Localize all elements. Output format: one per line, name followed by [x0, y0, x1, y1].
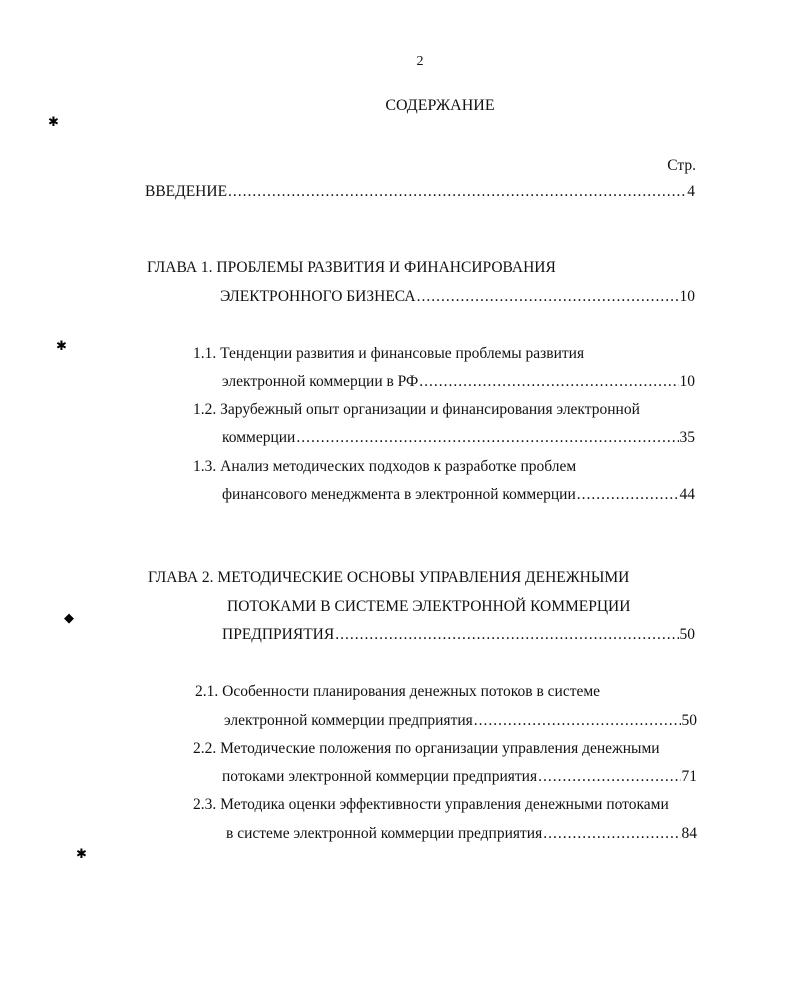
toc-entry-page: 10	[679, 373, 695, 390]
toc-entry-label: в системе электронной коммерции предприятия	[226, 825, 543, 842]
toc-entry-section-1-3	[222, 485, 695, 505]
toc-entry-page: 35	[679, 429, 695, 446]
dot-leader	[538, 767, 680, 787]
toc-entry-chapter1	[220, 287, 695, 307]
dot-leader	[543, 824, 680, 844]
toc-entry-label: электронной коммерции предприятия	[224, 712, 473, 729]
dot-leader	[296, 428, 678, 448]
dot-leader	[474, 711, 681, 731]
toc-entry-label: электронной коммерции в РФ	[222, 373, 419, 390]
toc-entry-section-2-1	[224, 711, 697, 731]
toc-entry-section-1-1	[222, 372, 695, 392]
scan-speck-mark: ✱	[56, 338, 67, 353]
dot-leader	[577, 485, 679, 505]
toc-entry-chapter2	[222, 625, 695, 645]
dot-leader	[335, 625, 678, 645]
scan-speck-mark: ✱	[76, 846, 87, 861]
section-1-1-line1: 1.1. Тенденции развития и финансовые проблемы развития	[193, 345, 585, 362]
toc-entry-page: 71	[681, 768, 697, 785]
scan-speck-mark: ✱	[48, 114, 59, 129]
section-2-3-line1: 2.3. Методика оценки эффективности управления денежными потоками	[193, 796, 669, 813]
scan-speck-mark: ◆	[64, 610, 74, 625]
dot-leader	[228, 182, 686, 202]
toc-entry-page: 4	[687, 183, 695, 200]
toc-entry-label: потоками электронной коммерции предприятия	[222, 768, 538, 785]
section-1-3-line1: 1.3. Анализ методических подходов к разработке проблем	[193, 458, 577, 475]
toc-entry-label: ЭЛЕКТРОННОГО БИЗНЕСА	[220, 288, 416, 305]
section-1-2-line1: 1.2. Зарубежный опыт организации и финансирования электронной	[193, 401, 640, 418]
toc-entry-label: финансового менеджмента в электронной коммерции	[222, 486, 576, 503]
dot-leader	[417, 287, 679, 307]
toc-entry-section-2-2	[222, 767, 697, 787]
toc-entry-page: 44	[679, 486, 695, 503]
toc-entry-label: ВВЕДЕНИЕ	[145, 183, 228, 200]
toc-entry-page: 84	[681, 825, 697, 842]
chapter2-heading-line1: ГЛАВА 2. МЕТОДИЧЕСКИЕ ОСНОВЫ УПРАВЛЕНИЯ ДЕНЕЖНЫМИ	[148, 569, 630, 586]
section-2-1-line1: 2.1. Особенности планирования денежных потоков в системе	[195, 683, 601, 700]
page-number: 2	[416, 54, 424, 69]
toc-entry-label: ПРЕДПРИЯТИЯ	[222, 626, 335, 643]
chapter1-heading-line1: ГЛАВА 1. ПРОБЛЕМЫ РАЗВИТИЯ И ФИНАНСИРОВАНИЯ	[147, 259, 556, 276]
toc-entry-label: коммерции	[222, 429, 296, 446]
toc-entry-section-1-2	[222, 428, 695, 448]
page-title: СОДЕРЖАНИЕ	[385, 97, 495, 114]
toc-entry-page: 10	[679, 288, 695, 305]
toc-entry-page: 50	[681, 712, 697, 729]
toc-entry-page: 50	[679, 626, 695, 643]
dot-leader	[419, 372, 678, 392]
toc-entry-intro	[145, 182, 695, 202]
section-2-2-line1: 2.2. Методические положения по организации управления денежными	[193, 740, 660, 757]
toc-entry-section-2-3	[226, 824, 697, 844]
page-column-label: Стр.	[667, 157, 696, 174]
chapter2-heading-line2: ПОТОКАМИ В СИСТЕМЕ ЭЛЕКТРОННОЙ КОММЕРЦИИ	[227, 598, 631, 615]
